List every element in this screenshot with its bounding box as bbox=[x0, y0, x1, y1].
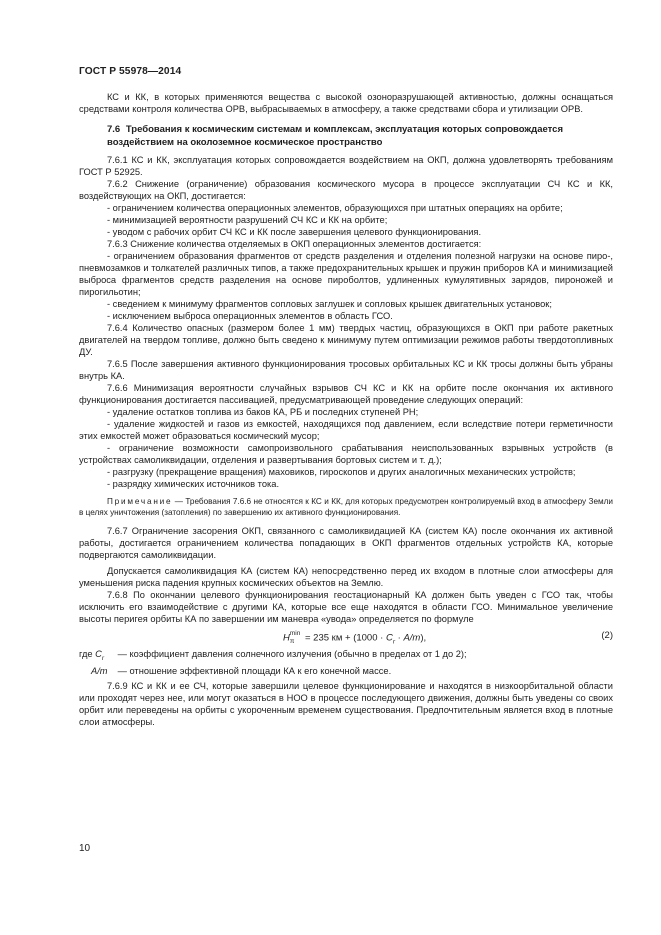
formula-c-sub: r bbox=[392, 638, 395, 646]
definition-prefix: где bbox=[79, 649, 96, 660]
list-item: - разгрузку (прекращение вращения) маховиков, гироскопов и других аналогичных механических устройств; bbox=[107, 467, 576, 478]
paragraph: 7.6.5 После завершения активного функционирования тросовых орбитальных КС и КК тросы должны быть убраны внутрь КА. bbox=[79, 359, 613, 382]
list-item: - исключением выброса операционных элементов в область ГСО. bbox=[107, 311, 393, 322]
list-item: - удаление жидкостей и газов из емкостей, находящихся под давлением, если вследствие потери герметичности этих емкостей может образоваться космический мусор; bbox=[79, 419, 613, 442]
document-body bbox=[79, 91, 613, 728]
list-item: - ограничением количества операционных элементов, образующихся при штатных операциях на орбите; bbox=[107, 203, 563, 214]
paragraph: 7.6.9 КС и КК и ее СЧ, которые завершили целевое функционирование и находятся в низкоорбитальной области или проходят через нее, или могут оказаться в НОО в процессе последующего движения, должны быть уведены со своих орбит или переведены на орбиты с укороченным временем существования. Предпочтительным является вход в плотные слои атмосферы. bbox=[79, 681, 613, 728]
paragraph: Допускается самоликвидация КА (систем КА) непосредственно перед их входом в плотные слои атмосферы для уменьшения риска падения крупных космических объектов на Землю. bbox=[79, 566, 613, 589]
list-item: - минимизацией вероятности разрушений СЧ КС и КК на орбите; bbox=[107, 215, 388, 226]
section-paragraphs bbox=[79, 154, 613, 490]
definition-text: отношение эффективной площади КА к его конечной массе. bbox=[129, 666, 392, 677]
formula-expression bbox=[283, 630, 426, 646]
section-heading bbox=[79, 124, 613, 149]
definition-dash: — bbox=[115, 666, 130, 677]
definition-var: A/m bbox=[91, 666, 108, 677]
list-item: - разрядку химических источников тока. bbox=[107, 479, 280, 490]
definitions bbox=[79, 648, 613, 677]
paragraph: 7.6.2 Снижение (ограничение) образования космического мусора в процессе эксплуатации СЧ КС и КК, воздействующих на ОКП, достигается: bbox=[79, 179, 613, 202]
definition-dash: — bbox=[115, 649, 130, 660]
formula-c: C bbox=[385, 632, 393, 644]
formula-symbol: H bbox=[283, 632, 290, 644]
standard-header: ГОСТ Р 55978—2014 bbox=[79, 66, 182, 77]
paragraph: 7.6.4 Количество опасных (размером более 1 мм) твердых частиц, образующихся в ОКП при работе ракетных двигателей на твердом топливе, должно быть сведено к минимуму путем оптимизации режимов работы твердотопливных ДУ. bbox=[79, 323, 613, 358]
definition-symbol bbox=[91, 665, 115, 677]
definition-text: коэффициент давления солнечного излучения (обычно в пределах от 1 до 2); bbox=[129, 649, 467, 660]
formula-sup: min bbox=[289, 630, 301, 638]
paragraph: 7.6.8 По окончании целевого функционирования геостационарный КА должен быть уведен с ГСО так, чтобы исключить его взаимодействие с другими КА, которые все еще находятся в области ГСО. Минимальное увеличение высоты перигея орбиты КА по завершении им маневра «увода» определяется по формуле bbox=[79, 590, 613, 625]
definition-row bbox=[79, 665, 613, 677]
note bbox=[79, 496, 613, 518]
formula-rhs-b: · bbox=[394, 632, 404, 644]
list-item: - удаление остатков топлива из баков КА, РБ и последних ступеней РН; bbox=[107, 407, 419, 418]
definition-var-sub: r bbox=[101, 655, 105, 663]
list-item: - ограничение возможности самопроизвольного срабатывания неиспользованных взрывных устройств (в устройствах самоликвидации, отделения и развертывания бортовых систем и т. д.); bbox=[79, 443, 613, 466]
definition-symbol bbox=[79, 648, 115, 665]
note-label: Примечание bbox=[107, 497, 173, 507]
list-item: - сведением к минимуму фрагментов сопловых заглушек и сопловых крышек двигательных установок; bbox=[107, 299, 552, 310]
section-title: Требования к космическим системам и комплексам, эксплуатация которых сопровождается воздействием на околоземное космическое пространство bbox=[107, 124, 563, 148]
intro-paragraph: КС и КК, в которых применяются вещества с высокой озоноразрушающей активностью, должны оснащаться средствами контроля количества ОРВ, выбрасываемых в атмосферу, а также средствами сбора и утилизации ОРВ. bbox=[79, 92, 613, 114]
formula-rhs-end: ), bbox=[420, 632, 427, 644]
paragraph: 7.6.7 Ограничение засорения ОКП, связанного с самоликвидацией КА (систем КА) после окончания их активной работы, достигается ограничением количества попадающих в ОКП фрагментов отдельных устройств КА, которые подвергаются самоликвидации. bbox=[79, 526, 613, 561]
section-number: 7.6 bbox=[107, 124, 121, 135]
paragraph: 7.6.3 Снижение количества отделяемых в ОКП операционных элементов достигается: bbox=[107, 239, 482, 250]
formula-sub: π bbox=[289, 638, 295, 646]
list-item: - ограничением образования фрагментов от средств разделения и отделения полезной нагрузки на основе пиро-, пневмозамков и толкателей различных типов, а также предохранительных крышек и пружин приборов КА и минимизацией выброса фрагментов средств разделения на основе пироболтов, удлиненных кумулятивных зарядов, пироножей и пирогильотин; bbox=[79, 251, 613, 298]
equation-number: (2) bbox=[601, 630, 613, 642]
formula-indices bbox=[290, 630, 300, 646]
page-number: 10 bbox=[79, 843, 91, 854]
list-item: - уводом с рабочих орбит СЧ КС и КК после завершения целевого функционирования. bbox=[107, 227, 482, 238]
definition-row bbox=[79, 648, 613, 665]
definition-var: C bbox=[95, 649, 102, 660]
section-paragraphs-2 bbox=[79, 525, 613, 625]
formula-am: A/m bbox=[403, 632, 421, 644]
note-text: — Требования 7.6.6 не относятся к КС и КК, для которых предусмотрен контролируемый вход в атмосферу Земли в целях уничтожения (затопления) по завершению их активного функционирования. bbox=[79, 497, 613, 518]
paragraph: 7.6.6 Минимизация вероятности случайных взрывов СЧ КС и КК на орбите после окончания их активного функционирования достигается пассивацией, предусматривающей проведение следующих операций: bbox=[79, 383, 613, 406]
formula-rhs-a: = 235 км + (1000 · bbox=[302, 632, 386, 644]
paragraph: 7.6.1 КС и КК, эксплуатация которых сопровождается воздействием на ОКП, должна удовлетворять требованиям ГОСТ Р 52925. bbox=[79, 155, 613, 178]
formula bbox=[79, 626, 613, 646]
